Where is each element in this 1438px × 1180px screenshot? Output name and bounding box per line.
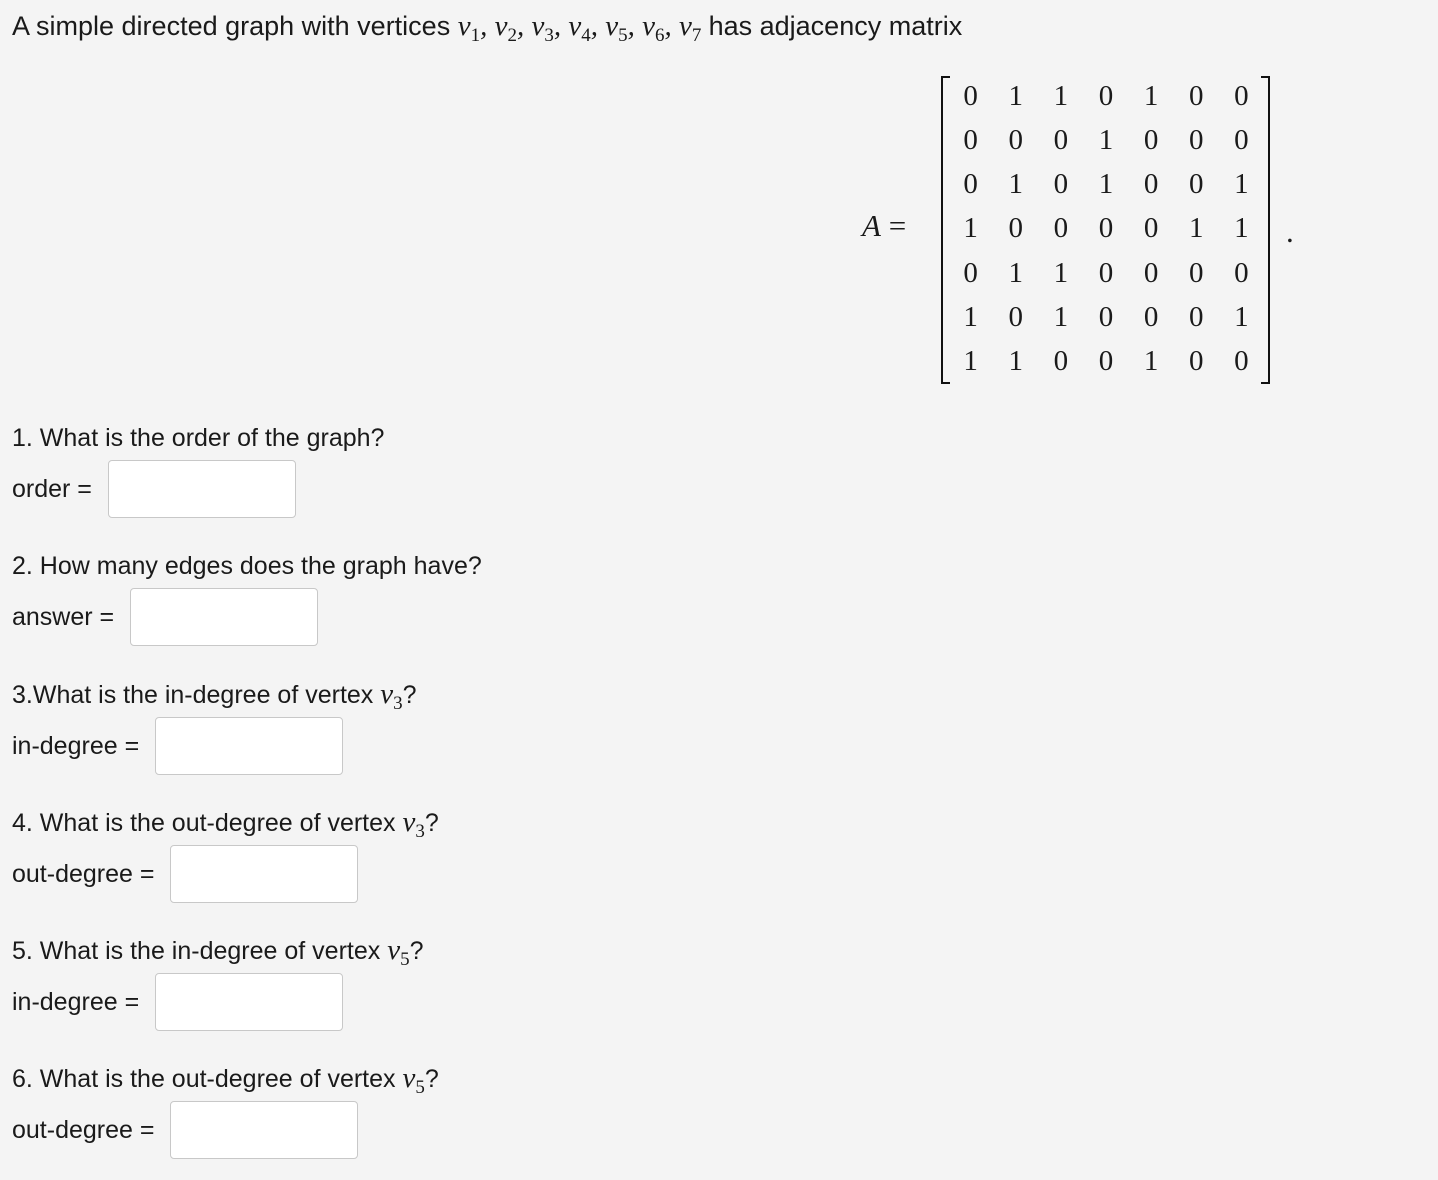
matrix-cell: 1	[963, 212, 978, 245]
question-text: 4. What is the out-degree of vertex $v_3$?	[12, 806, 439, 842]
matrix-cell: 0	[1143, 256, 1159, 289]
matrix-cell: 0	[963, 168, 978, 201]
order-input[interactable]	[108, 460, 296, 518]
matrix-cell: 1	[1008, 345, 1023, 378]
question-4	[12, 804, 439, 903]
matrix-cell: 0	[1098, 256, 1114, 289]
matrix-cell: 1	[1053, 301, 1069, 334]
answer-label: order =	[12, 474, 92, 503]
in-degree-v5-input[interactable]	[155, 973, 343, 1031]
matrix-cell: 0	[1008, 212, 1023, 245]
matrix-cell: 1	[1143, 345, 1159, 378]
matrix-cell: 1	[963, 345, 978, 378]
matrix-cell: 1	[1098, 123, 1114, 156]
matrix-cell: 1	[963, 301, 978, 334]
matrix-cell: 1	[1143, 79, 1159, 112]
question-2	[12, 548, 482, 646]
matrix-cell: 0	[1189, 345, 1204, 378]
matrix-cell: 0	[1098, 212, 1114, 245]
matrix-cell: 0	[1234, 256, 1249, 289]
matrix-cell: 1	[1008, 79, 1023, 112]
matrix-cell: 1	[1234, 168, 1249, 201]
matrix-period: .	[1286, 214, 1294, 249]
matrix-cell: 0	[963, 256, 978, 289]
intro-prefix: A simple directed graph with vertices	[12, 11, 451, 41]
edges-input[interactable]	[130, 588, 318, 646]
matrix-cell: 0	[963, 123, 978, 156]
matrix-cell: 0	[1098, 345, 1114, 378]
answer-label: out-degree =	[12, 859, 155, 888]
matrix-cell: 0	[1234, 123, 1249, 156]
matrix-cell: 1	[1189, 212, 1204, 245]
problem-statement	[12, 6, 962, 46]
question-3	[12, 676, 417, 775]
question-5	[12, 932, 423, 1031]
matrix-grid	[948, 74, 1264, 384]
question-text: 1. What is the order of the graph?	[12, 424, 385, 452]
matrix-cell: 0	[1053, 345, 1069, 378]
matrix-cell: 0	[1189, 256, 1204, 289]
answer-label: in-degree =	[12, 731, 140, 760]
question-6	[12, 1060, 439, 1159]
matrix-cell: 1	[1053, 256, 1069, 289]
matrix-cell: 0	[1008, 301, 1023, 334]
question-text: 2. How many edges does the graph have?	[12, 552, 482, 580]
out-degree-v5-input[interactable]	[170, 1101, 358, 1159]
matrix-cell: 0	[1189, 168, 1204, 201]
matrix-cell: 0	[1189, 123, 1204, 156]
matrix-cell: 0	[1053, 212, 1069, 245]
right-bracket	[1261, 76, 1270, 384]
vertex-list: $v_1$, $v_2$, $v_3$, $v_4$, $v_5$, $v_6$, $v_7$	[457, 10, 702, 46]
matrix-cell: 0	[1098, 301, 1114, 334]
question-text: 6. What is the out-degree of vertex $v_5$?	[12, 1062, 439, 1098]
intro-suffix: has adjacency matrix	[708, 11, 963, 41]
matrix-cell: 0	[1143, 168, 1159, 201]
out-degree-v3-input[interactable]	[170, 845, 358, 903]
question-text: 5. What is the in-degree of vertex $v_5$?	[12, 934, 424, 970]
matrix-cell: 0	[1008, 123, 1023, 156]
matrix-cell: 0	[1143, 123, 1159, 156]
matrix-cell: 0	[1143, 301, 1159, 334]
matrix-cell: 0	[1143, 212, 1159, 245]
matrix-cell: 0	[1189, 79, 1204, 112]
matrix-cell: 0	[1053, 168, 1069, 201]
matrix-cell: 1	[1008, 168, 1023, 201]
matrix-cell: 1	[1053, 79, 1069, 112]
matrix-cell: 0	[1098, 79, 1114, 112]
in-degree-v3-input[interactable]	[155, 717, 343, 775]
matrix-cell: 1	[1234, 212, 1249, 245]
answer-label: answer =	[12, 602, 115, 631]
answer-label: in-degree =	[12, 987, 140, 1016]
answer-label: out-degree =	[12, 1115, 155, 1144]
matrix-cell: 0	[1234, 345, 1249, 378]
matrix-cell: 1	[1098, 168, 1114, 201]
matrix-label: A =	[862, 208, 907, 243]
matrix-cell: 1	[1234, 301, 1249, 334]
adjacency-matrix	[860, 74, 1320, 384]
matrix-cell: 0	[1234, 79, 1249, 112]
matrix-cell: 0	[1189, 301, 1204, 334]
question-1	[12, 420, 384, 518]
matrix-cell: 0	[1053, 123, 1069, 156]
matrix-cell: 0	[963, 79, 978, 112]
question-text: 3.What is the in-degree of vertex $v_3$?	[12, 678, 417, 714]
matrix-cell: 1	[1008, 256, 1023, 289]
